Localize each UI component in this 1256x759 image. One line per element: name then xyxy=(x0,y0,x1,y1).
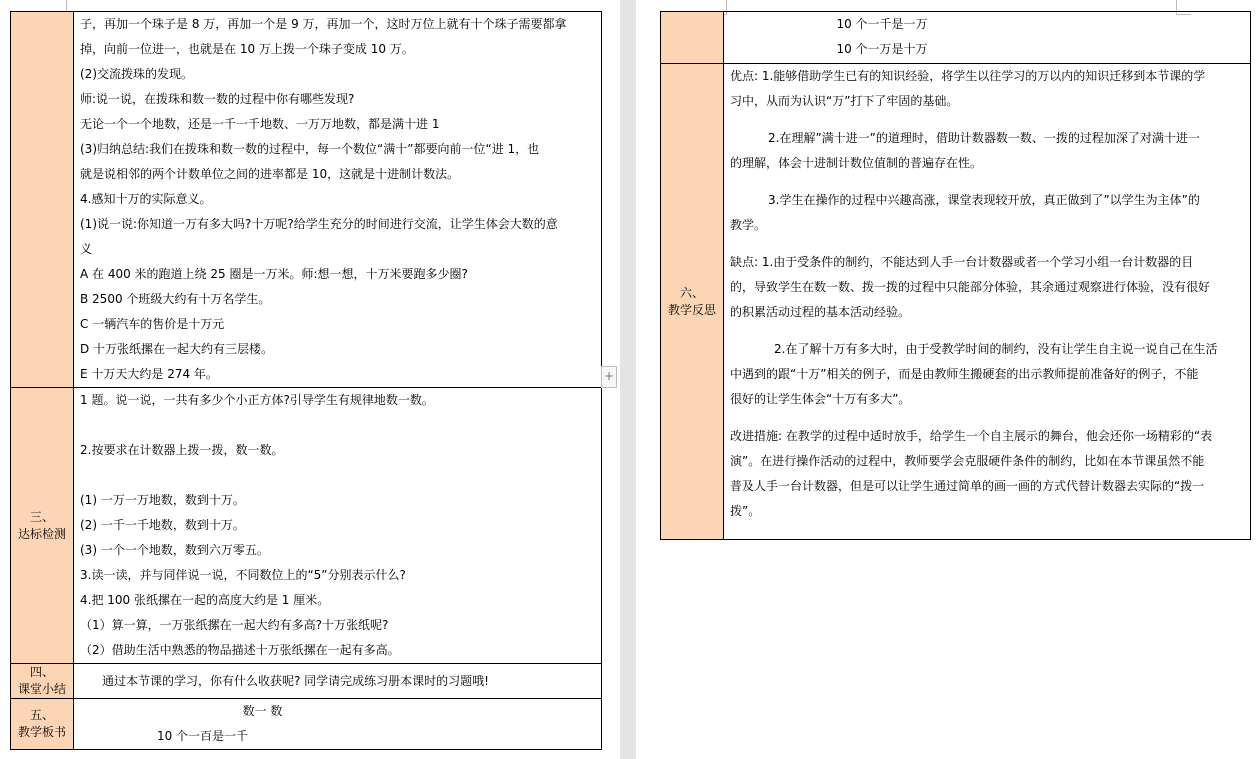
table-row xyxy=(11,699,602,750)
board-continued-content xyxy=(724,12,1250,62)
content-line: B 2500 个班级大约有十万名学生。 xyxy=(80,292,271,306)
page-gutter xyxy=(620,0,636,759)
content-line: 1 题。说一说，一共有多少个小正方体?引导学生有规律地数一数。 xyxy=(80,393,434,407)
reflection-line: 3.学生在操作的过程中兴趣高涨，课堂表现较开放，真正做到了”以学生为主体”的 xyxy=(768,193,1200,207)
blank-line xyxy=(80,463,595,488)
section-title: 课堂小结 xyxy=(17,682,66,696)
reflection-content xyxy=(724,64,1250,524)
row-label-cell xyxy=(661,12,724,64)
summary-content xyxy=(74,669,601,694)
content-line: 掉，向前一位进一，也就是在 10 万上拨一个珠子变成 10 万。 xyxy=(80,42,414,56)
content-line: (2)交流拨珠的发现。 xyxy=(80,67,193,81)
content-cell xyxy=(74,12,602,388)
reflection-line: 拨”。 xyxy=(730,504,761,518)
table-row xyxy=(661,64,1251,540)
paragraph-gap xyxy=(730,412,1244,424)
paragraph-gap xyxy=(730,238,1244,250)
reflection-line: 的理解，体会十进制计数位值制的普遍存在性。 xyxy=(730,156,983,170)
board-line: 10 个一万是十万 xyxy=(836,42,928,56)
content-line: (1)说一说:你知道一万有多大吗?十万呢?给学生充分的时间进行交流，让学生体会大数的意 xyxy=(80,217,558,231)
content-cell xyxy=(724,64,1251,540)
paragraph-gap xyxy=(730,114,1244,126)
content-line: C 一辆汽车的售价是十万元 xyxy=(80,317,225,331)
row-label-cell xyxy=(11,12,74,388)
activity-content xyxy=(74,12,601,387)
content-cell xyxy=(74,699,602,750)
section-title: 教学板书 xyxy=(17,725,66,739)
content-line: A 在 400 米的跑道上绕 25 圈是一万米。师:想一想，十万米要跑多少圈? xyxy=(80,267,468,281)
content-line: (3)归纳总结:我们在拨珠和数一数的过程中，每一个数位“满十”都要向前一位“进 1，也 xyxy=(80,142,540,156)
content-cell xyxy=(724,12,1251,64)
right-page xyxy=(636,0,1256,759)
board-line: 10 个一千是一万 xyxy=(836,17,928,31)
reflection-line: 改进措施: 在教学的过程中适时放手，给学生一个自主展示的舞台，他会还你一场精彩的“表 xyxy=(730,429,1213,443)
section-title: 达标检测 xyxy=(17,526,66,541)
table-row xyxy=(11,12,602,388)
content-line: 就是说相邻的两个计数单位之间的进率都是 10，这就是十进制计数法。 xyxy=(80,167,460,181)
board-line: 10 个一百是一千 xyxy=(156,729,249,743)
reflection-line: 的积累活动过程的基本活动经验。 xyxy=(730,305,911,319)
row-label-cell xyxy=(11,699,74,750)
content-line: （2）借助生活中熟悉的物品描述十万张纸摞在一起有多高。 xyxy=(80,643,400,657)
content-line: (3) 一个一个地数，数到六万零五。 xyxy=(80,543,269,557)
check-content xyxy=(74,388,601,663)
reflection-line: 教学。 xyxy=(730,218,767,232)
table-row xyxy=(11,664,602,699)
content-line: （1）算一算，一万张纸摞在一起大约有多高?十万张纸呢? xyxy=(80,618,389,632)
content-line: 义 xyxy=(80,242,93,256)
content-line: E 十万天大约是 274 年。 xyxy=(80,367,218,381)
section-title: 教学反思 xyxy=(667,302,716,317)
table-row xyxy=(661,12,1251,64)
row-label-cell xyxy=(661,64,724,540)
section-number: 五、 xyxy=(29,708,54,722)
reflection-line: 2.在了解十万有多大时，由于受教学时间的制约，没有让学生自主说一说自己在生活 xyxy=(774,342,1218,356)
lesson-table-left xyxy=(10,11,602,750)
content-line: 2.按要求在计数器上拨一拨，数一数。 xyxy=(80,443,284,457)
content-line: 子，再加一个珠子是 8 万，再加一个是 9 万，再加一个，这时万位上就有十个珠子需要都拿 xyxy=(80,17,567,31)
board-content xyxy=(74,699,601,749)
content-line: 师:说一说，在拨珠和数一数的过程中你有哪些发现? xyxy=(80,92,355,106)
row-label-cell xyxy=(11,388,74,664)
reflection-line: 习中，从而为认识“万”打下了牢固的基础。 xyxy=(730,94,959,108)
summary-text: 通过本节课的学习，你有什么收获呢? 同学请完成练习册本课时的习题哦! xyxy=(102,673,489,688)
paragraph-gap xyxy=(730,176,1244,188)
content-line: 4.感知十万的实际意义。 xyxy=(80,192,212,206)
content-cell xyxy=(74,664,602,699)
section-number: 三、 xyxy=(29,509,54,524)
content-line: (1) 一万一万地数，数到十万。 xyxy=(80,493,245,507)
left-page xyxy=(0,0,620,759)
reflection-line: 2.在理解”满十进一”的道理时，借助计数器数一数、一拨的过程加深了对满十进一 xyxy=(768,131,1200,145)
content-line: D 十万张纸摞在一起大约有三层楼。 xyxy=(80,342,274,356)
content-line: 3.读一读，并与同伴说一说，不同数位上的“5”分别表示什么? xyxy=(80,568,406,582)
lesson-table-right xyxy=(660,11,1251,540)
reflection-line: 的，导致学生在数一数、拨一拨的过程中只能部分体验，其余通过观察进行体验，没有很好 xyxy=(730,280,1211,294)
blank-line xyxy=(80,413,595,438)
expand-handle[interactable]: + xyxy=(601,366,617,388)
reflection-line: 普及人手一台计数器，但是可以让学生通过简单的画一画的方式代替计数器去实际的“拨一 xyxy=(730,479,1205,493)
reflection-line: 中遇到的跟“十万”相关的例子，而是由教师生搬硬套的出示教师提前准备好的例子，不能 xyxy=(730,367,1199,381)
content-cell xyxy=(74,388,602,664)
section-number: 六、 xyxy=(679,285,704,300)
row-label-cell xyxy=(11,664,74,699)
board-line: 数一 数 xyxy=(242,704,283,718)
reflection-line: 很好的让学生体会“十万有多大”。 xyxy=(730,392,911,406)
reflection-line: 演”。在进行操作活动的过程中，教师要学会克服硬件条件的制约，比如在本节课虽然不能 xyxy=(730,454,1205,468)
table-row xyxy=(11,388,602,664)
section-number: 四、 xyxy=(29,665,54,679)
reflection-line: 优点: 1.能够借助学生已有的知识经验，将学生以往学习的万以内的知识迁移到本节课的学 xyxy=(730,69,1206,83)
paragraph-gap xyxy=(730,325,1244,337)
reflection-line: 缺点: 1.由于受条件的制约，不能达到人手一台计数器或者一个学习小组一台计数器的目 xyxy=(730,255,1194,269)
content-line: 无论一个一个地数，还是一千一千地数、一万万地数，都是满十进 1 xyxy=(80,117,440,131)
content-line: (2) 一千一千地数，数到十万。 xyxy=(80,518,245,532)
content-line: 4.把 100 张纸摞在一起的高度大约是 1 厘米。 xyxy=(80,593,330,607)
